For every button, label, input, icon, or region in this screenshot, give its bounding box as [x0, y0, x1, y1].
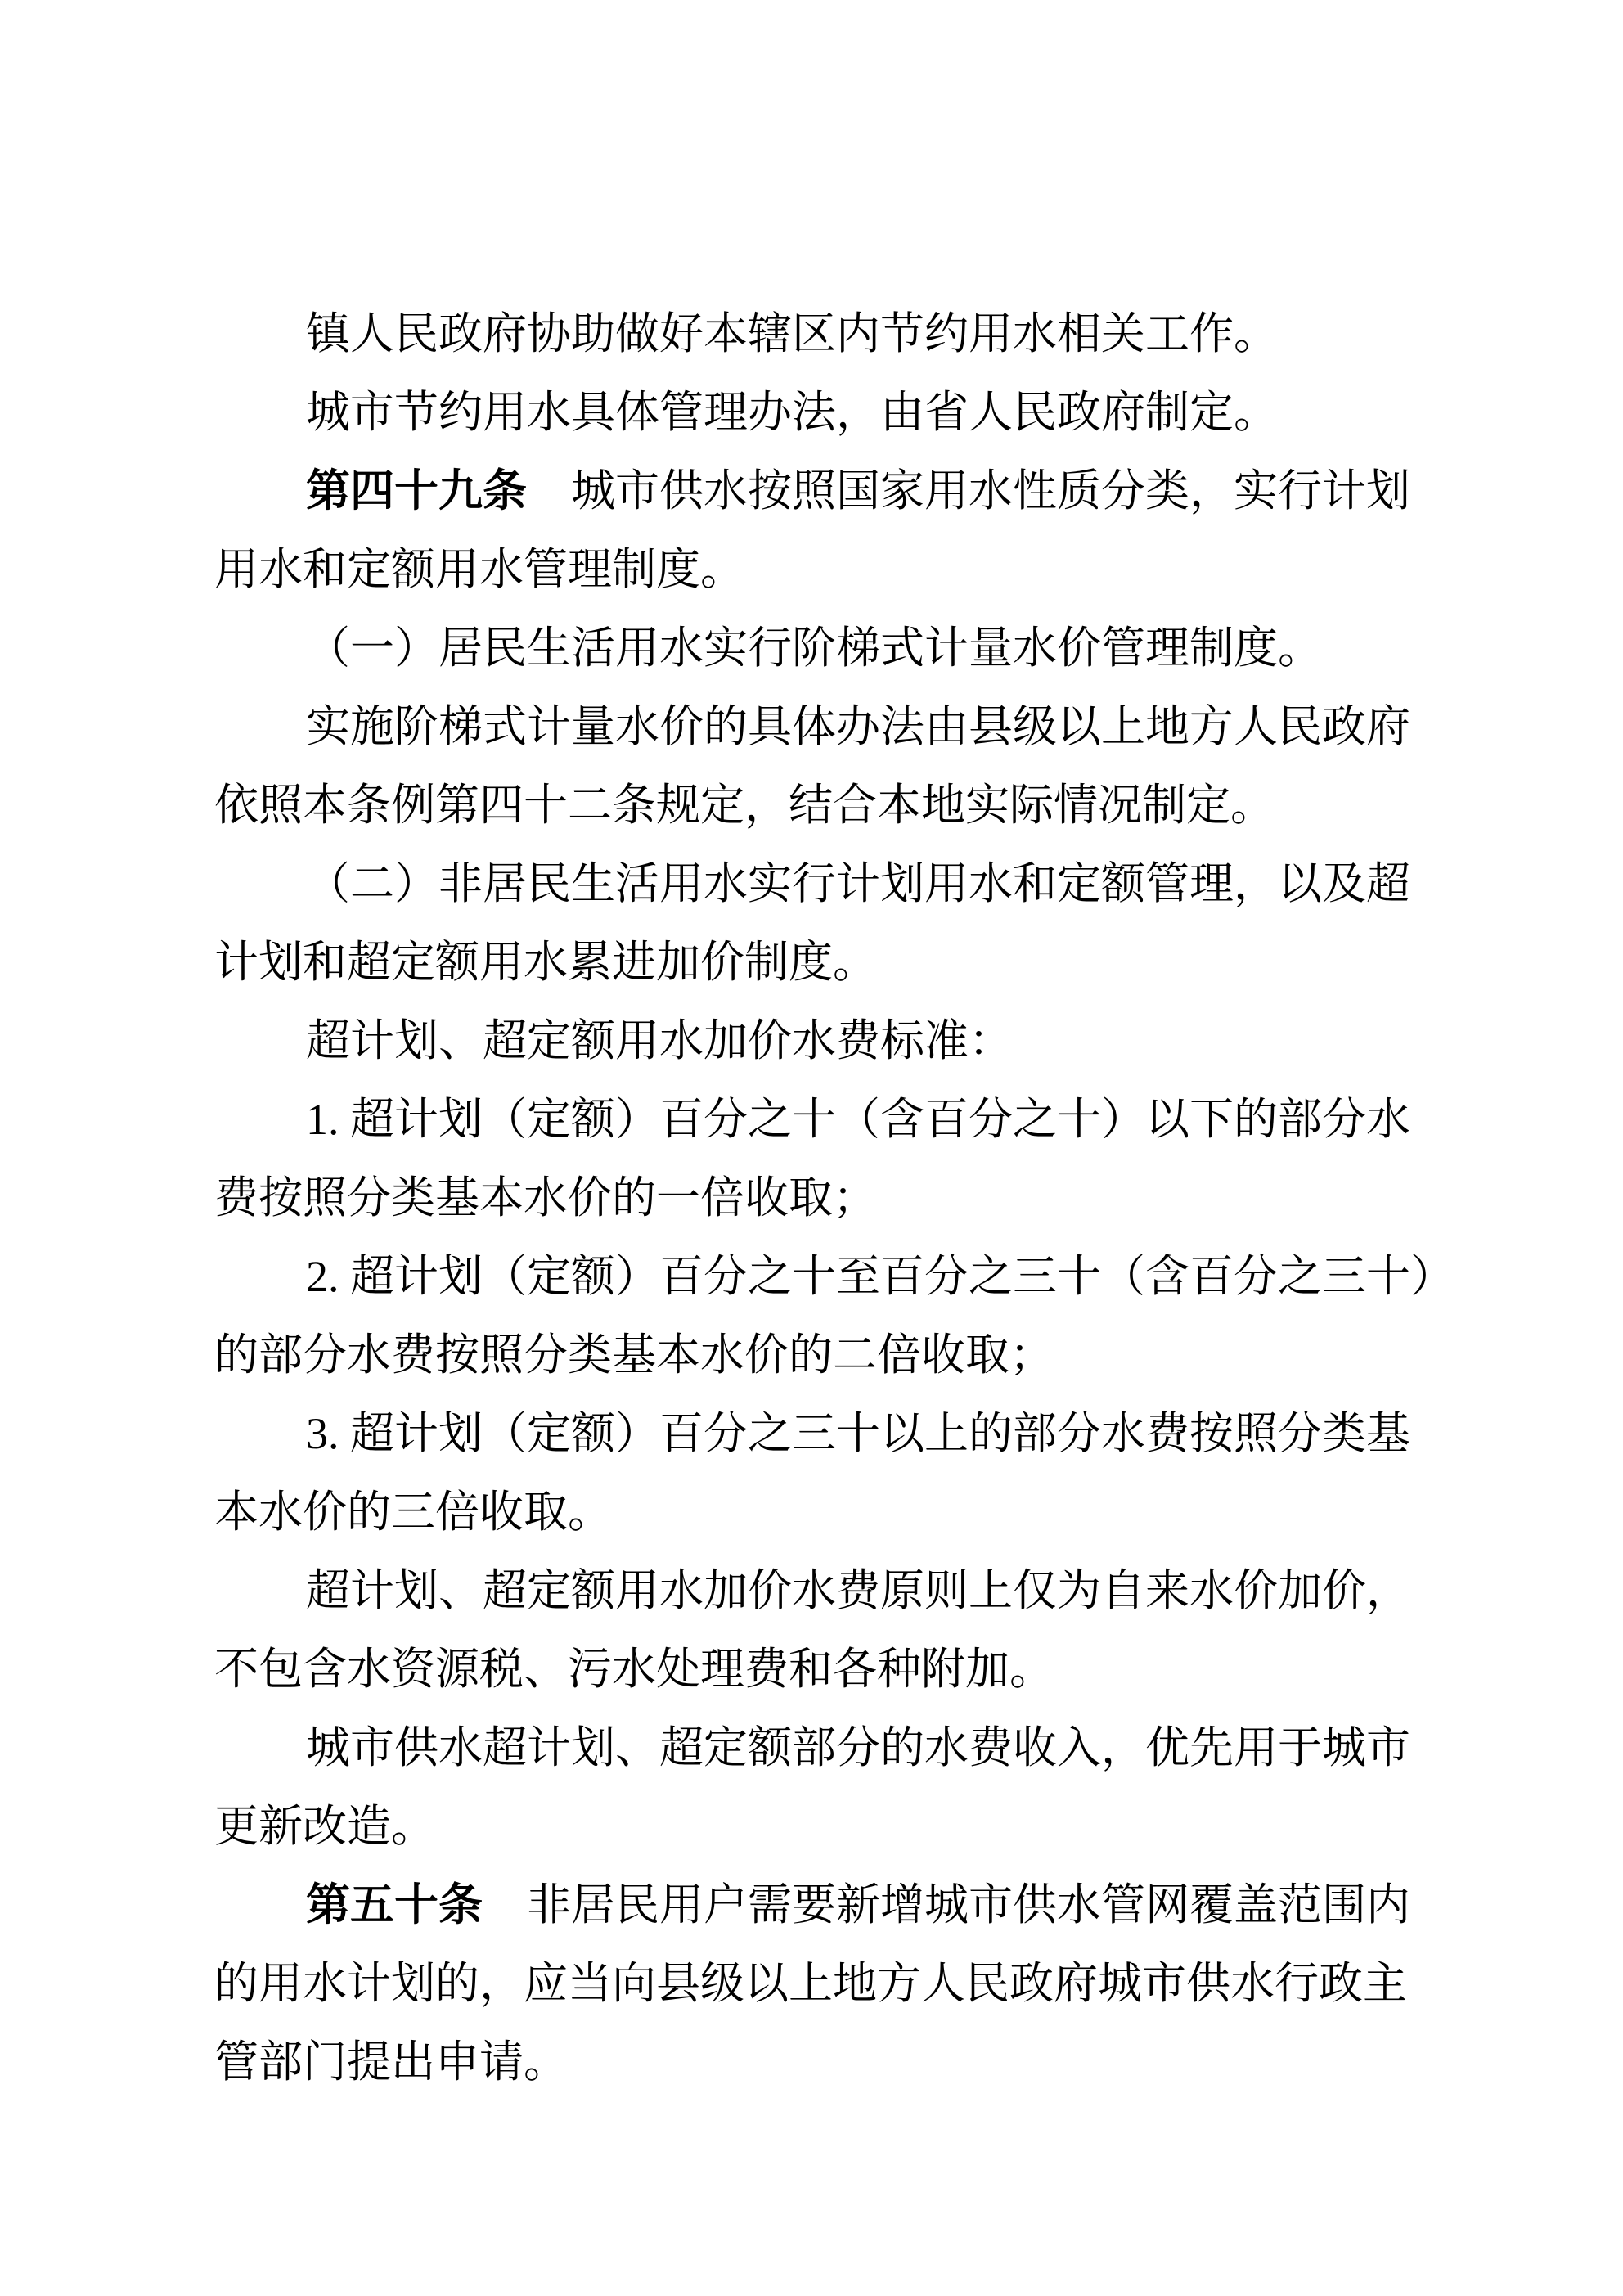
text-line [214, 1866, 1490, 1944]
text-line [214, 1159, 1490, 1237]
line-text: 的用水计划的，应当向县级以上地方人民政府城市供水行政主 [214, 1959, 1407, 2008]
line-text: 管部门提出申请。 [214, 2037, 568, 2087]
line-text: 城市供水按照国家用水性质分类，实行计划 [571, 466, 1410, 515]
text-line [214, 1944, 1490, 2023]
text-line [214, 530, 1490, 609]
text-line [214, 766, 1490, 844]
document-text-block [214, 295, 1490, 2101]
text-line [214, 923, 1490, 1002]
line-text: 不包含水资源税、污水处理费和各种附加。 [214, 1645, 1054, 1694]
line-text: 实施阶梯式计量水价的具体办法由县级以上地方人民政府 [306, 702, 1410, 751]
text-line [214, 1551, 1490, 1630]
line-text: 用水和定额用水管理制度。 [214, 545, 744, 594]
line-text: 更新改造。 [214, 1802, 435, 1851]
line-text: 镇人民政府协助做好本辖区内节约用水相关工作。 [306, 309, 1278, 358]
text-line [214, 1708, 1490, 1787]
text-line [214, 2023, 1490, 2101]
text-line [214, 1080, 1490, 1159]
line-text: 3. 超计划（定额）百分之三十以上的部分水费按照分类基 [306, 1409, 1410, 1458]
line-text: 本水价的三倍收取。 [214, 1488, 612, 1537]
text-line [214, 452, 1490, 530]
line-text: 城市节约用水具体管理办法，由省人民政府制定。 [306, 388, 1278, 437]
text-line [214, 295, 1490, 373]
article-number-heading: 第四十九条 [306, 466, 527, 515]
line-text: 非居民用户需要新增城市供水管网覆盖范围内 [527, 1880, 1410, 1929]
line-text: （二）非居民生活用水实行计划用水和定额管理，以及超 [306, 859, 1410, 908]
line-text: 依照本条例第四十二条规定，结合本地实际情况制定。 [214, 781, 1275, 830]
line-text: 城市供水超计划、超定额部分的水费收入，优先用于城市 [306, 1723, 1410, 1772]
line-text: 的部分水费按照分类基本水价的二倍收取； [214, 1330, 1054, 1380]
line-text: 计划和超定额用水累进加价制度。 [214, 938, 877, 987]
article-number-heading: 第五十条 [306, 1880, 483, 1929]
text-line [214, 687, 1490, 766]
text-line [214, 1237, 1490, 1316]
text-line [214, 1394, 1490, 1473]
text-line [214, 1630, 1490, 1708]
line-text: 费按照分类基本水价的一倍收取； [214, 1173, 877, 1222]
text-line [214, 373, 1490, 452]
text-line [214, 1316, 1490, 1394]
line-text: （一）居民生活用水实行阶梯式计量水价管理制度。 [306, 624, 1322, 673]
line-text: 超计划、超定额用水加价水费原则上仅为自来水价加价， [306, 1566, 1410, 1615]
text-line [214, 844, 1490, 923]
line-text: 1. 超计划（定额）百分之十（含百分之十）以下的部分水 [306, 1095, 1410, 1144]
text-line [214, 1002, 1490, 1080]
text-line [214, 1473, 1490, 1551]
line-text: 超计划、超定额用水加价水费标准： [306, 1016, 1013, 1065]
text-line [214, 1787, 1490, 1866]
line-text: 2. 超计划（定额）百分之十至百分之三十（含百分之三十） [306, 1252, 1454, 1301]
text-line [214, 609, 1490, 687]
